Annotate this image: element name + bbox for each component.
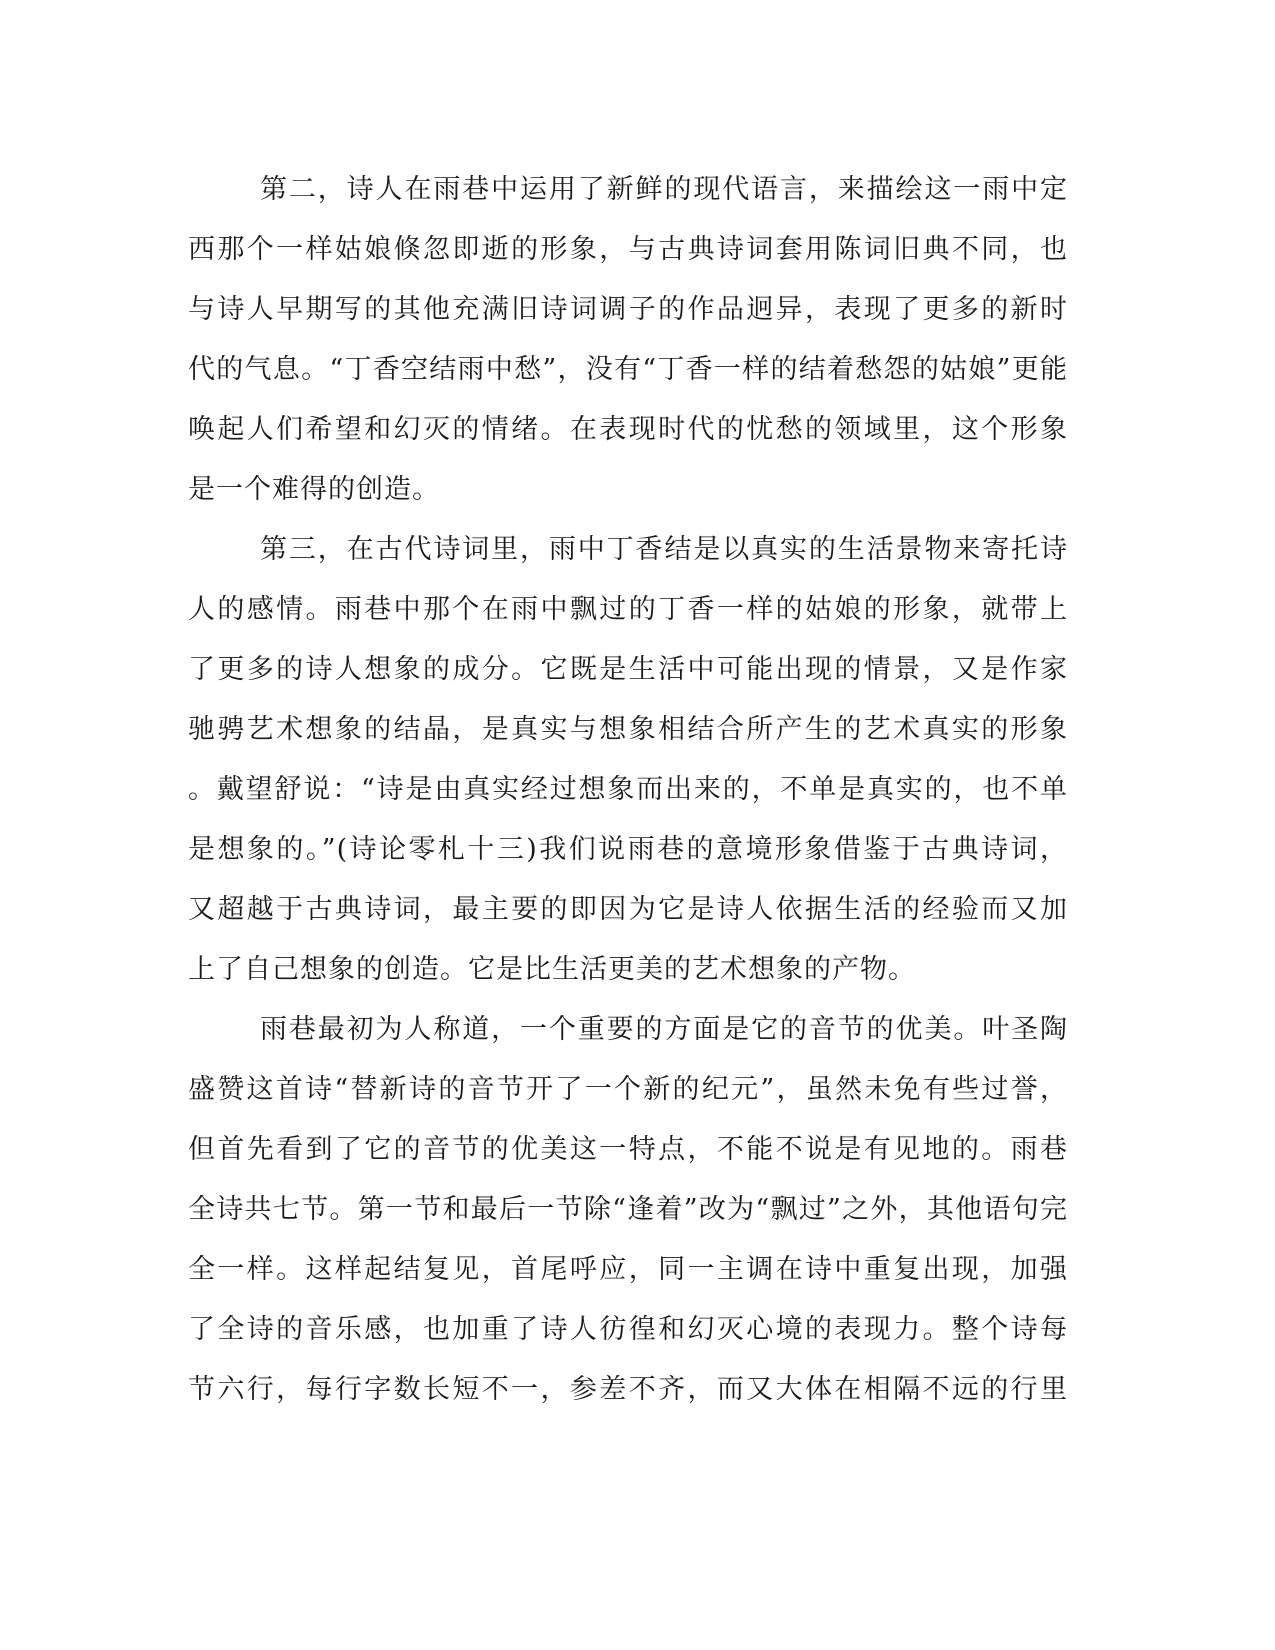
text-line: 了全诗的音乐感，也加重了诗人彷徨和幻灭心境的表现力。整个诗每 [188,1314,1068,1345]
paragraph-second-point [188,160,1068,520]
text-line: 人的感情。雨巷中那个在雨中飘过的丁香一样的姑娘的形象，就带上 [188,594,1068,625]
text-line: 雨巷最初为人称道，一个重要的方面是它的音节的优美。叶圣陶 [260,1014,1068,1045]
text-line: 盛赞这首诗“替新诗的音节开了一个新的纪元”，虽然未免有些过誉， [188,1074,1068,1105]
text-line: 代的气息。“丁香空结雨中愁”，没有“丁香一样的结着愁怨的姑娘”更能 [188,354,1068,385]
text-line: 全诗共七节。第一节和最后一节除“逢着”改为“飘过”之外，其他语句完 [188,1194,1068,1225]
text-line: 第三，在古代诗词里，雨中丁香结是以真实的生活景物来寄托诗 [260,534,1068,565]
text-line: 西那个一样姑娘倏忽即逝的形象，与古典诗词套用陈词旧典不同，也 [188,234,1068,265]
body-text [188,160,1068,1420]
text-line: 。戴望舒说：“诗是由真实经过想象而出来的，不单是真实的，也不单 [188,774,1068,805]
text-line: 了更多的诗人想象的成分。它既是生活中可能出现的情景，又是作家 [188,654,1068,685]
text-line: 节六行，每行字数长短不一，参差不齐，而又大体在相隔不远的行里 [188,1374,1068,1405]
paragraph-rhythm [188,1000,1068,1420]
text-line: 唤起人们希望和幻灭的情绪。在表现时代的忧愁的领域里，这个形象 [188,414,1068,445]
text-line: 上了自己想象的创造。它是比生活更美的艺术想象的产物。 [188,954,916,985]
text-line: 与诗人早期写的其他充满旧诗词调子的作品迥异，表现了更多的新时 [188,294,1068,325]
text-line: 是一个难得的创造。 [188,474,440,505]
paragraph-third-point [188,520,1068,1000]
text-line: 但首先看到了它的音节的优美这一特点，不能不说是有见地的。雨巷 [188,1134,1068,1165]
text-line: 是想象的。”(诗论零札十三)我们说雨巷的意境形象借鉴于古典诗词， [188,834,1068,865]
text-line: 全一样。这样起结复见，首尾呼应，同一主调在诗中重复出现，加强 [188,1254,1068,1285]
text-line: 又超越于古典诗词，最主要的即因为它是诗人依据生活的经验而又加 [188,894,1068,925]
text-line: 驰骋艺术想象的结晶，是真实与想象相结合所产生的艺术真实的形象 [188,714,1068,745]
text-line: 第二，诗人在雨巷中运用了新鲜的现代语言，来描绘这一雨中定 [260,174,1068,205]
